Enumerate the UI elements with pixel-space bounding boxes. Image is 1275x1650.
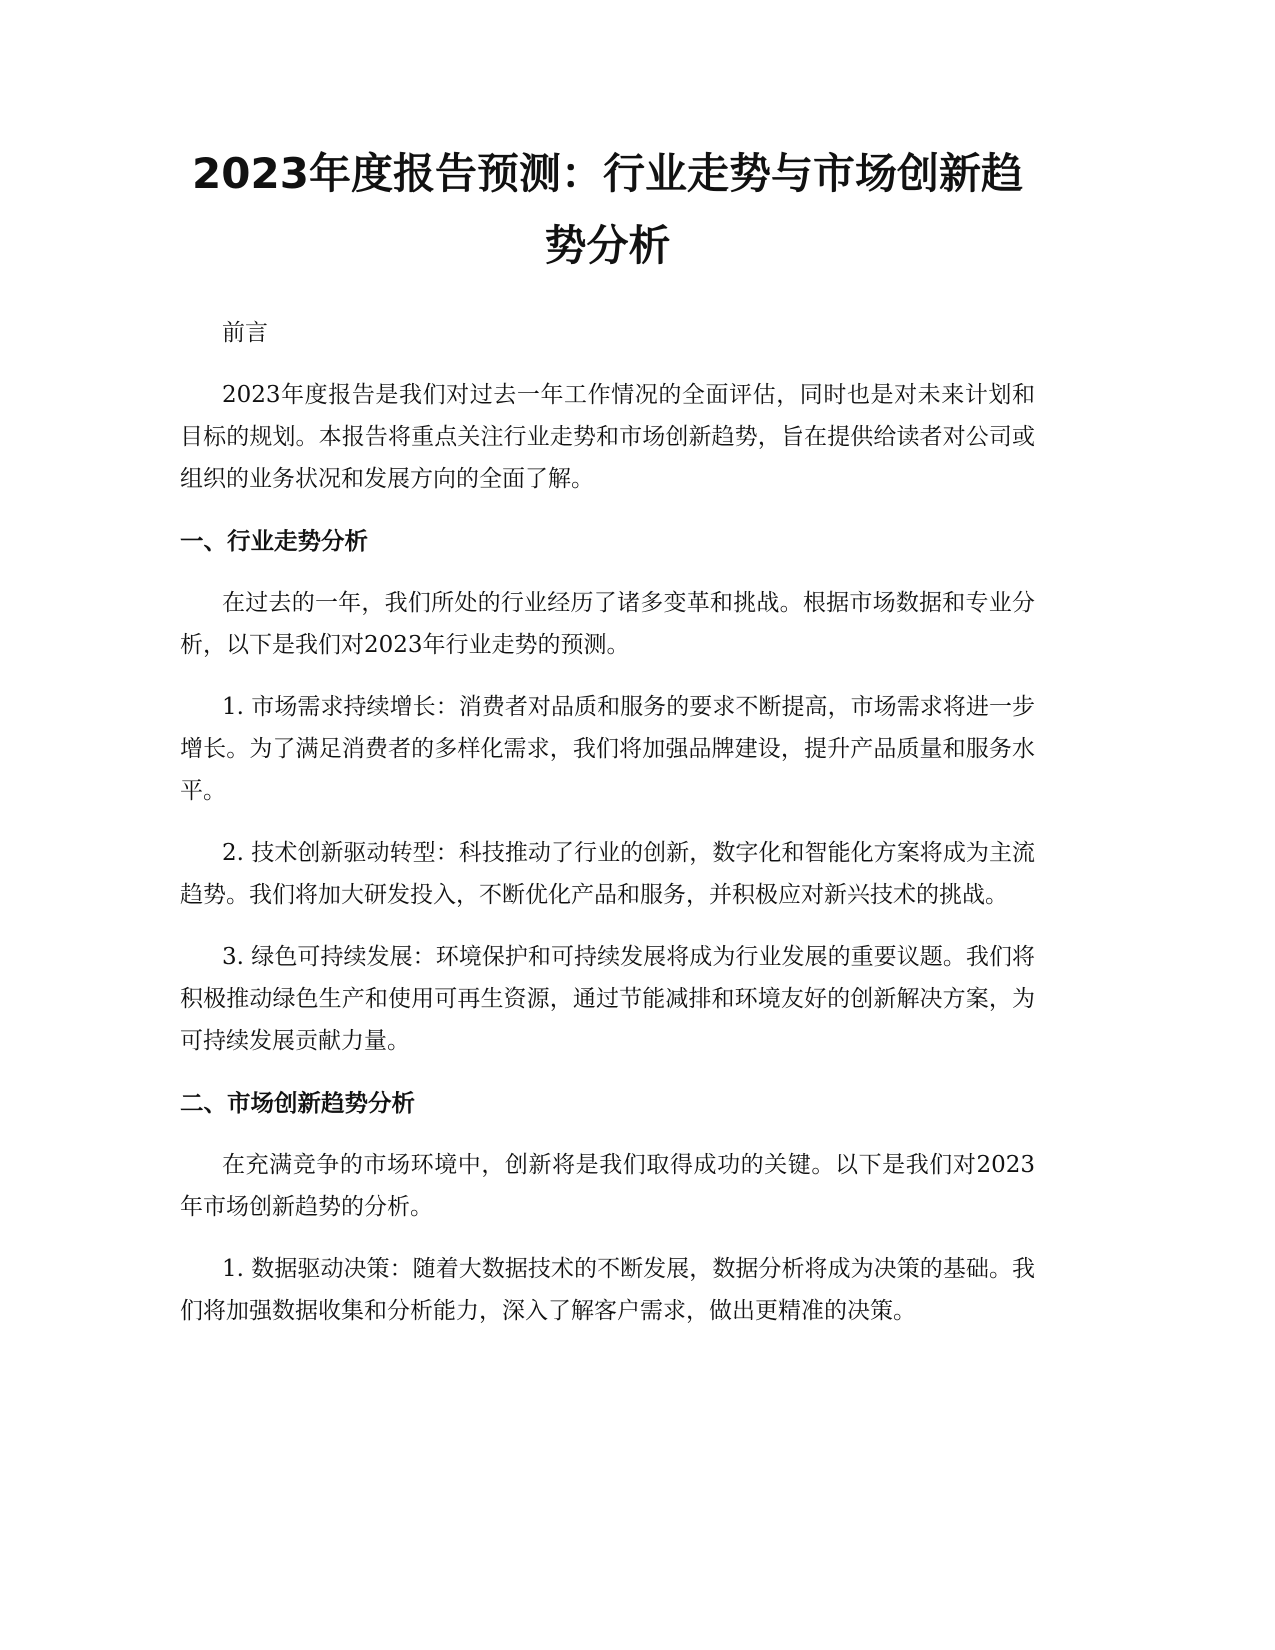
document-page	[180, 138, 1035, 1352]
intro-paragraph: 2023年度报告是我们对过去一年工作情况的全面评估，同时也是对未来计划和目标的规划。本报告将重点关注行业走势和市场创新趋势，旨在提供给读者对公司或组织的业务状况和发展方向的全面了解。	[180, 382, 1035, 492]
section-heading-market-innovation: 二、市场创新趋势分析	[180, 1089, 415, 1117]
section1-item-1: 1. 市场需求持续增长：消费者对品质和服务的要求不断提高，市场需求将进一步增长。为了满足消费者的多样化需求，我们将加强品牌建设，提升产品质量和服务水平。	[180, 694, 1035, 804]
section1-intro: 在过去的一年，我们所处的行业经历了诸多变革和挑战。根据市场数据和专业分析，以下是我们对2023年行业走势的预测。	[180, 590, 1035, 658]
section-heading-industry-trends: 一、行业走势分析	[180, 527, 368, 555]
preface-label: 前言	[222, 320, 268, 346]
section1-item-2: 2. 技术创新驱动转型：科技推动了行业的创新，数字化和智能化方案将成为主流趋势。我们将加大研发投入，不断优化产品和服务，并积极应对新兴技术的挑战。	[180, 840, 1035, 908]
section1-item-3: 3. 绿色可持续发展：环境保护和可持续发展将成为行业发展的重要议题。我们将积极推动绿色生产和使用可再生资源，通过节能减排和环境友好的创新解决方案，为可持续发展贡献力量。	[180, 944, 1035, 1054]
section2-intro: 在充满竞争的市场环境中，创新将是我们取得成功的关键。以下是我们对2023年市场创新趋势的分析。	[180, 1152, 1035, 1220]
document-title: 2023年度报告预测：行业走势与市场创新趋势分析	[192, 149, 1023, 270]
section2-item-1: 1. 数据驱动决策：随着大数据技术的不断发展，数据分析将成为决策的基础。我们将加强数据收集和分析能力，深入了解客户需求，做出更精准的决策。	[180, 1256, 1035, 1324]
